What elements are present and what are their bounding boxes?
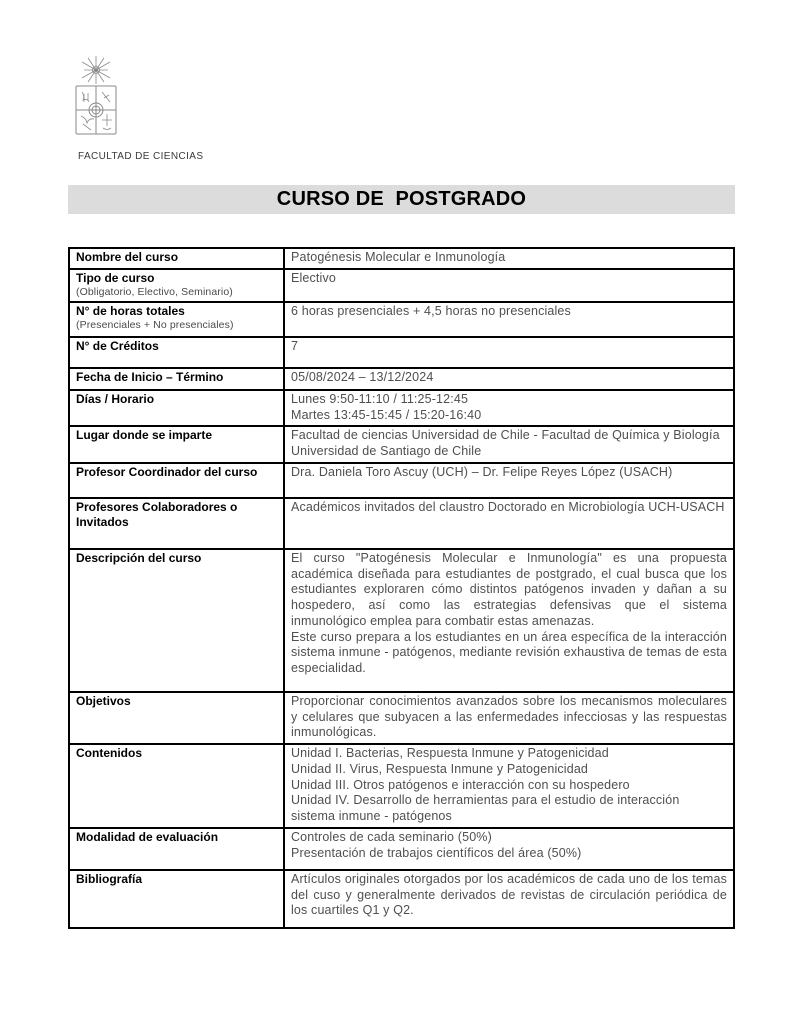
row-fecha-inicio-termino bbox=[69, 368, 734, 390]
row-profesor-coordinador bbox=[69, 463, 734, 498]
row-dias-horario bbox=[69, 390, 734, 427]
field-label-colaboradores: Profesores Colaboradores o Invitados bbox=[69, 498, 284, 549]
field-label-lugar: Lugar donde se imparte bbox=[69, 426, 284, 463]
starburst bbox=[82, 56, 110, 84]
field-label-tipo bbox=[69, 269, 284, 302]
field-value-lugar: Facultad de ciencias Universidad de Chile - Facultad de Química y Biología Universidad de Santiago de Chile bbox=[284, 426, 734, 463]
field-value-modalidad bbox=[284, 828, 734, 870]
label-text: Tipo de curso bbox=[76, 270, 155, 285]
row-nombre-del-curso bbox=[69, 248, 734, 269]
field-label-horario: Días / Horario bbox=[69, 390, 284, 427]
row-modalidad-evaluacion bbox=[69, 828, 734, 870]
contenido-unidad: Unidad III. Otros patógenos e interacción con su hospedero bbox=[291, 777, 630, 792]
descripcion-paragraph: Este curso prepara a los estudiantes en un área específica de la interacción sistema inmune - patógenos, mediante revisión exhaustiva de temas de esta especialidad. bbox=[291, 629, 727, 676]
row-profesores-colaboradores bbox=[69, 498, 734, 549]
row-bibliografia bbox=[69, 870, 734, 928]
field-label-nombre: Nombre del curso bbox=[69, 248, 284, 269]
row-tipo-de-curso bbox=[69, 269, 734, 302]
modalidad-line: Controles de cada seminario (50%) bbox=[291, 829, 492, 844]
field-value-bibliografia: Artículos originales otorgados por los académicos de cada uno de los temas del cuso y generalmente derivados de revistas de circulación periódica de los cuartiles Q1 y Q2. bbox=[284, 870, 734, 928]
field-label-bibliografia: Bibliografía bbox=[69, 870, 284, 928]
field-value-coordinador: Dra. Daniela Toro Ascuy (UCH) – Dr. Felipe Reyes López (USACH) bbox=[284, 463, 734, 498]
field-label-fechas: Fecha de Inicio – Término bbox=[69, 368, 284, 390]
field-value-tipo: Electivo bbox=[284, 269, 734, 302]
row-creditos bbox=[69, 337, 734, 368]
row-contenidos bbox=[69, 744, 734, 828]
horario-line: Martes 13:45-15:45 / 15:20-16:40 bbox=[291, 407, 482, 422]
contenido-unidad: Unidad IV. Desarrollo de herramientas para el estudio de interacción sistema inmune - patógenos bbox=[291, 793, 680, 824]
label-subtext: (Presenciales + No presenciales) bbox=[76, 318, 234, 331]
field-value-contenidos bbox=[284, 744, 734, 828]
row-horas-totales bbox=[69, 302, 734, 337]
field-value-descripcion bbox=[284, 549, 734, 692]
contenido-unidad: Unidad II. Virus, Respuesta Inmune y Patogenicidad bbox=[291, 761, 589, 776]
field-label-contenidos: Contenidos bbox=[69, 744, 284, 828]
label-text: N° de horas totales bbox=[76, 303, 185, 318]
course-info-table bbox=[68, 247, 735, 929]
field-value-fechas: 05/08/2024 – 13/12/2024 bbox=[284, 368, 734, 390]
modalidad-line: Presentación de trabajos científicos del área (50%) bbox=[291, 845, 582, 860]
field-label-descripcion: Descripción del curso bbox=[69, 549, 284, 692]
document-title-bar bbox=[68, 185, 735, 214]
field-value-horas: 6 horas presenciales + 4,5 horas no presenciales bbox=[284, 302, 734, 337]
field-label-creditos: N° de Créditos bbox=[69, 337, 284, 368]
field-value-colaboradores: Académicos invitados del claustro Doctorado en Microbiología UCH-USACH bbox=[284, 498, 734, 549]
field-value-creditos: 7 bbox=[284, 337, 734, 368]
field-value-horario bbox=[284, 390, 734, 427]
faculty-name: FACULTAD DE CIENCIAS bbox=[78, 151, 204, 162]
label-subtext: (Obligatorio, Electivo, Seminario) bbox=[76, 285, 233, 298]
document-title: CURSO DE POSTGRADO bbox=[276, 188, 527, 210]
horario-line: Lunes 9:50-11:10 / 11:25-12:45 bbox=[291, 391, 469, 406]
contenido-unidad: Unidad I. Bacterias, Respuesta Inmune y Patogenicidad bbox=[291, 746, 609, 761]
row-descripcion bbox=[69, 549, 734, 692]
descripcion-paragraph: El curso "Patogénesis Molecular e Inmunología" es una propuesta académica diseñada para estudiantes de postgrado, el cual busca que los estudiantes exploraren cómo distintos patógenos invaden y dañan a su hospedero, así como las estrategias defensivas que el sistema inmunológico emplea para combatir estas amenazas. bbox=[291, 550, 727, 628]
field-value-objetivos: Proporcionar conocimientos avanzados sobre los mecanismos moleculares y celulares que subyacen a las enfermedades infecciosas y las respuestas inmunológicas. bbox=[284, 692, 734, 744]
field-label-coordinador: Profesor Coordinador del curso bbox=[69, 463, 284, 498]
field-label-horas bbox=[69, 302, 284, 337]
row-lugar bbox=[69, 426, 734, 463]
field-value-nombre: Patogénesis Molecular e Inmunología bbox=[284, 248, 734, 269]
university-crest-icon bbox=[70, 54, 122, 140]
field-label-objetivos: Objetivos bbox=[69, 692, 284, 744]
row-objetivos bbox=[69, 692, 734, 744]
field-label-modalidad: Modalidad de evaluación bbox=[69, 828, 284, 870]
